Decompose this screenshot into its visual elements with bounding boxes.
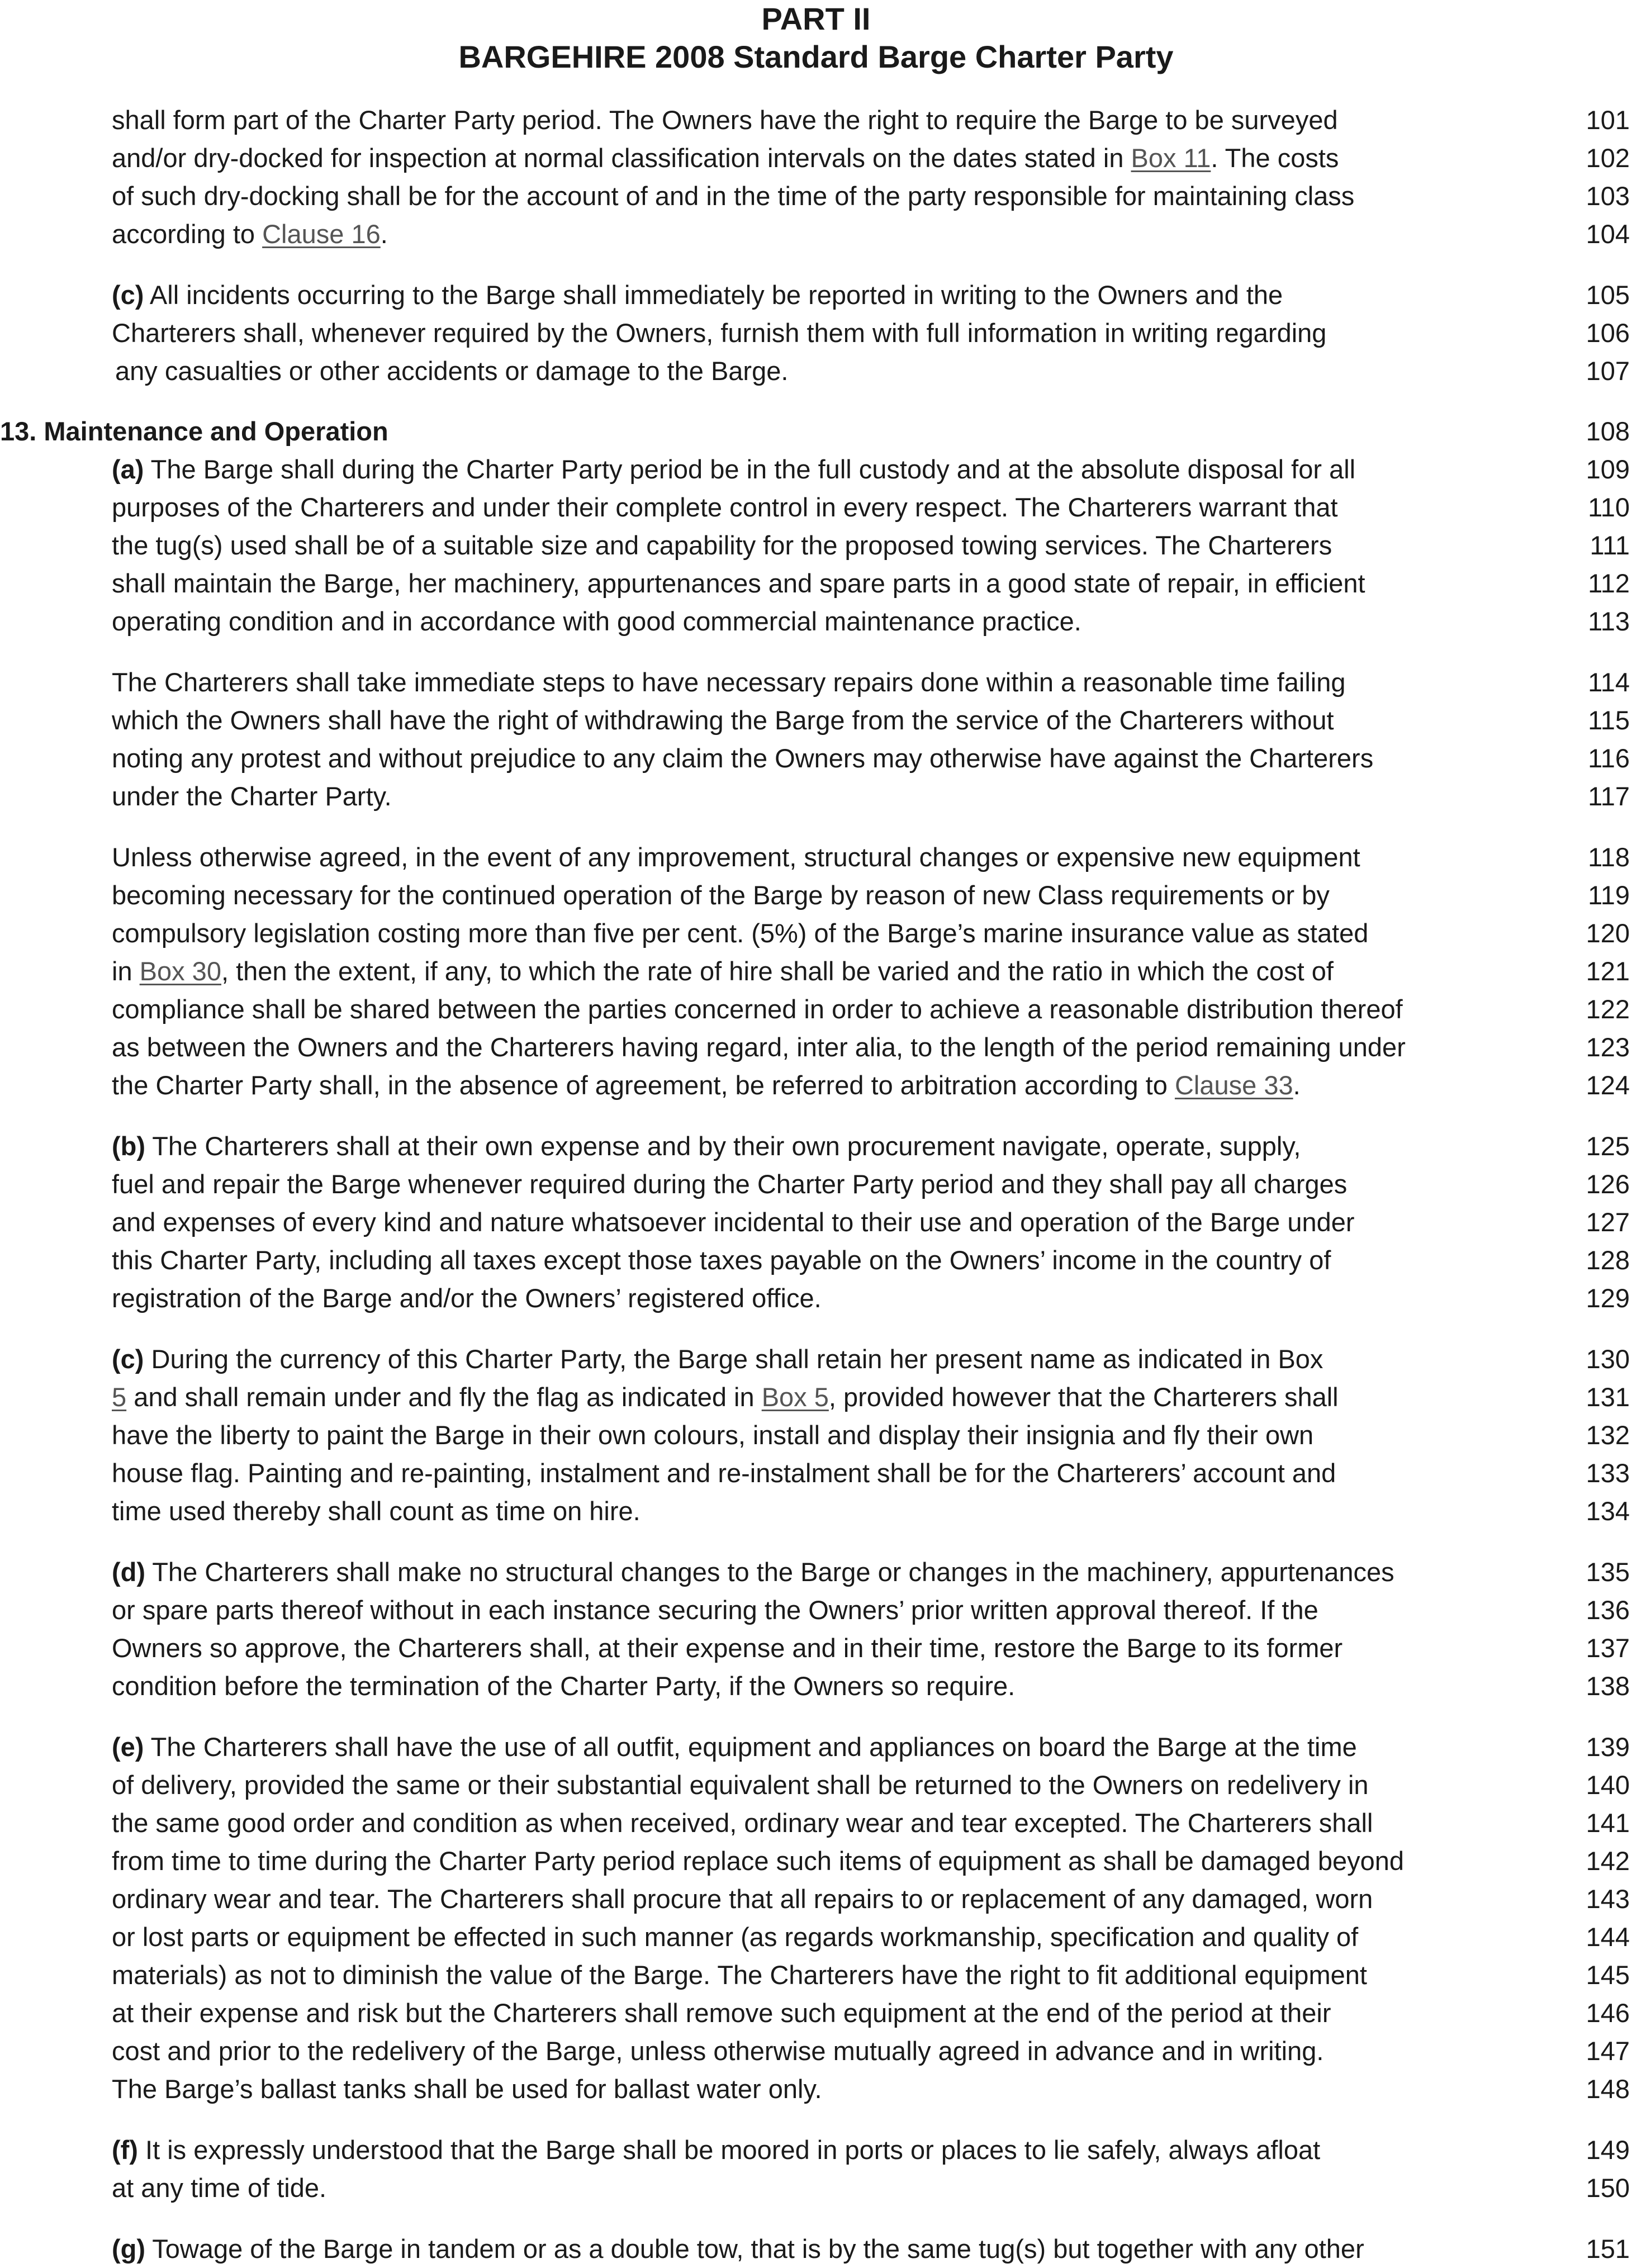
line-number: 126 xyxy=(1586,1169,1630,1199)
line-text xyxy=(112,1553,1394,1591)
line-text xyxy=(112,1203,1355,1241)
line-number: 117 xyxy=(1588,781,1630,811)
subclause-label: (a) xyxy=(112,454,144,484)
document-line xyxy=(0,739,1632,777)
text-segment: condition before the termination of the Charter Party, if the Owners so require. xyxy=(112,1671,1016,1701)
text-segment: registration of the Barge and/or the Owners’ registered office. xyxy=(112,1283,822,1313)
line-number: 135 xyxy=(1586,1557,1630,1587)
line-text xyxy=(112,701,1334,739)
document-line xyxy=(0,1279,1632,1317)
line-text xyxy=(112,1454,1336,1492)
document-title: BARGEHIRE 2008 Standard Barge Charter Party xyxy=(458,39,1174,74)
document-line xyxy=(0,838,1632,876)
text-segment: The Charterers shall at their own expense and by their own procurement navigate, operate, supply, xyxy=(145,1131,1301,1161)
document-line xyxy=(0,602,1632,640)
document-line xyxy=(0,1842,1632,1880)
line-text xyxy=(112,1492,641,1530)
section-heading xyxy=(0,412,1632,450)
text-segment: . The costs xyxy=(1211,143,1339,173)
text-segment: It is expressly understood that the Barge shall be moored in ports or places to lie safely, always afloat xyxy=(137,2135,1321,2165)
text-segment: at any time of tide. xyxy=(112,2173,327,2203)
line-text xyxy=(112,1728,1357,1766)
line-number: 124 xyxy=(1586,1070,1630,1100)
document-line xyxy=(0,777,1632,815)
document-line xyxy=(0,2070,1632,2108)
text-segment: which the Owners shall have the right of withdrawing the Barge from the service of the Charterers without xyxy=(112,705,1334,735)
document-line xyxy=(0,2131,1632,2169)
text-segment: purposes of the Charterers and under their complete control in every respect. The Charterers warrant that xyxy=(112,492,1338,522)
text-segment: any casualties or other accidents or damage to the Barge. xyxy=(115,356,789,386)
text-segment: , provided however that the Charterers shall xyxy=(828,1382,1339,1412)
document-line xyxy=(0,1241,1632,1279)
subclause-label: (f) xyxy=(112,2135,138,2165)
line-text xyxy=(112,488,1338,526)
line-number: 138 xyxy=(1586,1671,1630,1701)
line-text xyxy=(112,914,1368,952)
line-text xyxy=(112,1279,822,1317)
line-text xyxy=(112,990,1403,1028)
line-text xyxy=(112,1994,1331,2032)
text-segment: as between the Owners and the Charterers having regard, inter alia, to the length of the period remaining under xyxy=(112,1032,1406,1062)
document-line xyxy=(0,1918,1632,1956)
text-segment: compulsory legislation costing more than five per cent. (5%) of the Barge’s marine insurance value as stated xyxy=(112,918,1369,948)
subclause-label: (c) xyxy=(112,1344,144,1374)
text-segment: fuel and repair the Barge whenever required during the Charter Party period and they shall pay all charges xyxy=(112,1169,1348,1199)
document-line xyxy=(0,1553,1632,1591)
line-text xyxy=(112,215,388,253)
line-text xyxy=(112,602,1081,640)
document-line xyxy=(0,663,1632,701)
line-number: 106 xyxy=(1586,318,1630,348)
document-line xyxy=(0,488,1632,526)
line-text xyxy=(112,1028,1406,1066)
document-line xyxy=(0,139,1632,177)
text-segment: of delivery, provided the same or their substantial equivalent shall be returned to the Owners on redelivery in xyxy=(112,1770,1369,1800)
line-text xyxy=(112,952,1334,990)
document-line xyxy=(0,1492,1632,1530)
document-line xyxy=(0,276,1632,314)
document-line xyxy=(0,314,1632,352)
text-segment: becoming necessary for the continued operation of the Barge by reason of new Class requirements or by xyxy=(112,880,1330,910)
text-segment: materials) as not to diminish the value of the Barge. The Charterers have the right to fit additional equipment xyxy=(112,1960,1367,1990)
line-number: 112 xyxy=(1588,568,1630,598)
line-number: 137 xyxy=(1586,1633,1630,1663)
text-segment: The Charterers shall have the use of all outfit, equipment and appliances on board the Barge at the time xyxy=(144,1732,1357,1762)
line-number: 121 xyxy=(1586,956,1630,986)
document-line xyxy=(0,450,1632,488)
line-text xyxy=(115,352,788,390)
document-line xyxy=(0,701,1632,739)
line-number: 130 xyxy=(1586,1344,1630,1374)
line-number: 145 xyxy=(1586,1960,1630,1990)
text-segment: and shall remain under and fly the flag as indicated in xyxy=(126,1382,762,1412)
cross-reference-link[interactable]: Box 5 xyxy=(761,1382,829,1412)
line-number: 129 xyxy=(1586,1283,1630,1313)
text-segment: shall form part of the Charter Party period. The Owners have the right to require the Barge to be surveyed xyxy=(112,105,1338,135)
line-text xyxy=(112,2070,822,2108)
text-segment: 13. Maintenance and Operation xyxy=(0,416,388,446)
subclause-label: (g) xyxy=(112,2234,146,2264)
line-text xyxy=(112,1416,1313,1454)
line-text xyxy=(112,1241,1331,1279)
document-line xyxy=(0,352,1632,390)
line-text xyxy=(112,564,1365,602)
line-text xyxy=(112,777,392,815)
document-line xyxy=(0,177,1632,215)
text-segment: The Barge’s ballast tanks shall be used for ballast water only. xyxy=(112,2074,822,2104)
line-number: 143 xyxy=(1586,1884,1630,1914)
line-number: 123 xyxy=(1586,1032,1630,1062)
line-text xyxy=(112,177,1354,215)
text-segment: compliance shall be shared between the parties concerned in order to achieve a reasonable distribution thereof xyxy=(112,994,1403,1024)
line-text xyxy=(0,412,388,450)
text-segment: . xyxy=(380,219,388,249)
text-segment: at their expense and risk but the Charterers shall remove such equipment at the end of the period at their xyxy=(112,1998,1331,2028)
document-line xyxy=(0,1416,1632,1454)
text-segment: this Charter Party, including all taxes except those taxes payable on the Owners’ income in the country of xyxy=(112,1245,1331,1275)
line-text xyxy=(112,663,1346,701)
document-line xyxy=(0,1028,1632,1066)
line-number: 142 xyxy=(1586,1846,1630,1876)
line-number: 132 xyxy=(1586,1420,1630,1450)
line-number: 114 xyxy=(1588,667,1630,697)
document-line xyxy=(0,1766,1632,1804)
cross-reference-link[interactable]: 5 xyxy=(112,1382,127,1412)
text-segment: The Barge shall during the Charter Party period be in the full custody and at the absolute disposal for all xyxy=(144,454,1356,484)
line-number: 127 xyxy=(1586,1207,1630,1237)
document-line xyxy=(0,1203,1632,1241)
line-number: 148 xyxy=(1586,2074,1630,2104)
subclause-label: (e) xyxy=(112,1732,144,1762)
cross-reference-link[interactable]: Clause 33 xyxy=(1174,1070,1293,1100)
line-text xyxy=(112,1066,1301,1104)
line-number: 110 xyxy=(1588,492,1630,522)
text-segment: All incidents occurring to the Barge shall immediately be reported in writing to the Owners and the xyxy=(144,280,1283,310)
line-number: 111 xyxy=(1590,530,1630,560)
line-number: 113 xyxy=(1588,606,1630,636)
text-segment: from time to time during the Charter Party period replace such items of equipment as shall be damaged beyond xyxy=(112,1846,1405,1876)
document-line xyxy=(0,526,1632,564)
line-number: 147 xyxy=(1586,2036,1630,2066)
text-segment: ordinary wear and tear. The Charterers shall procure that all repairs to or replacement of any damaged, worn xyxy=(112,1884,1373,1914)
line-text xyxy=(112,876,1330,914)
document-line xyxy=(0,2169,1632,2207)
line-number: 150 xyxy=(1586,2173,1630,2203)
line-text xyxy=(112,1591,1318,1629)
text-segment: or spare parts thereof without in each instance securing the Owners’ prior written approval thereof. If the xyxy=(112,1595,1318,1625)
document-line xyxy=(0,1880,1632,1918)
document-line xyxy=(0,1340,1632,1378)
text-segment: cost and prior to the redelivery of the Barge, unless otherwise mutually agreed in advance and in writing. xyxy=(112,2036,1324,2066)
line-text xyxy=(112,276,1283,314)
text-segment: under the Charter Party. xyxy=(112,781,392,811)
text-segment: house flag. Painting and re-painting, instalment and re-instalment shall be for the Charterers’ account and xyxy=(112,1458,1336,1488)
line-number: 146 xyxy=(1586,1998,1630,2028)
text-segment: The Charterers shall make no structural changes to the Barge or changes in the machinery, appurtenances xyxy=(145,1557,1394,1587)
text-segment: Charterers shall, whenever required by the Owners, furnish them with full information in writing regarding xyxy=(112,318,1327,348)
document-line xyxy=(0,2032,1632,2070)
line-number: 134 xyxy=(1586,1496,1630,1526)
line-text xyxy=(112,1667,1015,1705)
line-number: 103 xyxy=(1586,181,1630,211)
line-number: 102 xyxy=(1586,143,1630,173)
line-number: 101 xyxy=(1586,105,1630,135)
line-number: 125 xyxy=(1586,1131,1630,1161)
text-segment: time used thereby shall count as time on hire. xyxy=(112,1496,641,1526)
line-text xyxy=(112,1340,1323,1378)
line-text xyxy=(112,1766,1369,1804)
document-line xyxy=(0,1994,1632,2032)
document-line xyxy=(0,990,1632,1028)
line-text xyxy=(112,1956,1367,1994)
document-line xyxy=(0,1956,1632,1994)
line-number: 133 xyxy=(1586,1458,1630,1488)
line-text xyxy=(112,1880,1373,1918)
document-line xyxy=(0,101,1632,139)
text-segment: . xyxy=(1293,1070,1301,1100)
text-segment: or lost parts or equipment be effected in such manner (as regards workmanship, specification and quality of xyxy=(112,1922,1359,1952)
line-number: 141 xyxy=(1586,1808,1630,1838)
text-segment: and expenses of every kind and nature whatsoever incidental to their use and operation of the Barge under xyxy=(112,1207,1355,1237)
line-number: 140 xyxy=(1586,1770,1630,1800)
text-segment: in xyxy=(112,956,140,986)
text-segment: Towage of the Barge in tandem or as a double tow, that is by the same tug(s) but together with any other xyxy=(145,2234,1364,2264)
text-segment: have the liberty to paint the Barge in their own colours, install and display their insignia and fly their own xyxy=(112,1420,1314,1450)
line-text xyxy=(112,1918,1358,1956)
line-number: 151 xyxy=(1586,2234,1630,2264)
line-number: 107 xyxy=(1586,356,1630,386)
line-number: 115 xyxy=(1588,705,1630,735)
document-line xyxy=(0,952,1632,990)
document-header xyxy=(0,0,1632,76)
document-line xyxy=(0,1667,1632,1705)
subclause-label: (c) xyxy=(112,280,144,310)
line-text xyxy=(112,838,1360,876)
document-line xyxy=(0,1629,1632,1667)
document-line xyxy=(0,876,1632,914)
text-segment: the Charter Party shall, in the absence of agreement, be referred to arbitration according to xyxy=(112,1070,1175,1100)
cross-reference-link[interactable]: Clause 16 xyxy=(262,219,381,249)
line-number: 149 xyxy=(1586,2135,1630,2165)
document-line xyxy=(0,1804,1632,1842)
line-number: 108 xyxy=(1586,416,1630,446)
line-number: 128 xyxy=(1586,1245,1630,1275)
line-text xyxy=(112,101,1338,139)
line-text xyxy=(112,1378,1339,1416)
document-line xyxy=(0,1165,1632,1203)
line-text xyxy=(112,139,1339,177)
text-segment: of such dry-docking shall be for the account of and in the time of the party responsible for maintaining class xyxy=(112,181,1355,211)
part-heading: PART II xyxy=(761,1,871,36)
text-segment: During the currency of this Charter Party, the Barge shall retain her present name as indicated in Box xyxy=(144,1344,1323,1374)
line-text xyxy=(112,2169,326,2207)
document-line xyxy=(0,215,1632,253)
text-segment: The Charterers shall take immediate steps to have necessary repairs done within a reasonable time failing xyxy=(112,667,1346,697)
document-line xyxy=(0,1127,1632,1165)
subclause-label: (d) xyxy=(112,1557,146,1587)
text-segment: the same good order and condition as when received, ordinary wear and tear excepted. The Charterers shall xyxy=(112,1808,1373,1838)
document-line xyxy=(0,564,1632,602)
line-number: 118 xyxy=(1588,842,1630,872)
line-text xyxy=(112,526,1332,564)
text-segment: according to xyxy=(112,219,263,249)
document-line xyxy=(0,1066,1632,1104)
line-number: 136 xyxy=(1586,1595,1630,1625)
line-number: 144 xyxy=(1586,1922,1630,1952)
text-segment: and/or dry-docked for inspection at normal classification intervals on the dates stated in xyxy=(112,143,1131,173)
line-text xyxy=(112,739,1373,777)
text-segment: the tug(s) used shall be of a suitable size and capability for the proposed towing services. The Charterers xyxy=(112,530,1332,560)
document-line xyxy=(0,1591,1632,1629)
line-text xyxy=(112,2032,1323,2070)
line-number: 139 xyxy=(1586,1732,1630,1762)
cross-reference-link[interactable]: Box 30 xyxy=(139,956,221,986)
line-text xyxy=(112,314,1326,352)
line-number: 122 xyxy=(1586,994,1630,1024)
document-line xyxy=(0,914,1632,952)
line-number: 120 xyxy=(1586,918,1630,948)
line-text xyxy=(112,450,1355,488)
text-segment: Unless otherwise agreed, in the event of any improvement, structural changes or expensive new equipment xyxy=(112,842,1360,872)
line-number: 104 xyxy=(1586,219,1630,249)
line-number: 119 xyxy=(1588,880,1630,910)
text-segment: shall maintain the Barge, her machinery, appurtenances and spare parts in a good state of repair, in efficient xyxy=(112,568,1365,598)
text-segment: operating condition and in accordance with good commercial maintenance practice. xyxy=(112,606,1081,636)
line-text xyxy=(112,1629,1342,1667)
document-line xyxy=(0,1454,1632,1492)
text-segment: noting any protest and without prejudice to any claim the Owners may otherwise have against the Charterers xyxy=(112,743,1374,773)
text-segment: Owners so approve, the Charterers shall, at their expense and in their time, restore the Barge to its former xyxy=(112,1633,1343,1663)
text-segment: , then the extent, if any, to which the rate of hire shall be varied and the ratio in which the cost of xyxy=(221,956,1334,986)
line-number: 109 xyxy=(1586,454,1630,484)
line-number: 105 xyxy=(1586,280,1630,310)
subclause-label: (b) xyxy=(112,1131,146,1161)
line-text xyxy=(112,1127,1301,1165)
line-text xyxy=(112,1165,1347,1203)
cross-reference-link[interactable]: Box 11 xyxy=(1131,143,1211,173)
line-text xyxy=(112,1842,1404,1880)
line-text xyxy=(112,1804,1373,1842)
line-number: 131 xyxy=(1586,1382,1630,1412)
line-text xyxy=(112,2131,1320,2169)
line-number: 116 xyxy=(1588,743,1630,773)
document-line xyxy=(0,1728,1632,1766)
document-line xyxy=(0,1378,1632,1416)
